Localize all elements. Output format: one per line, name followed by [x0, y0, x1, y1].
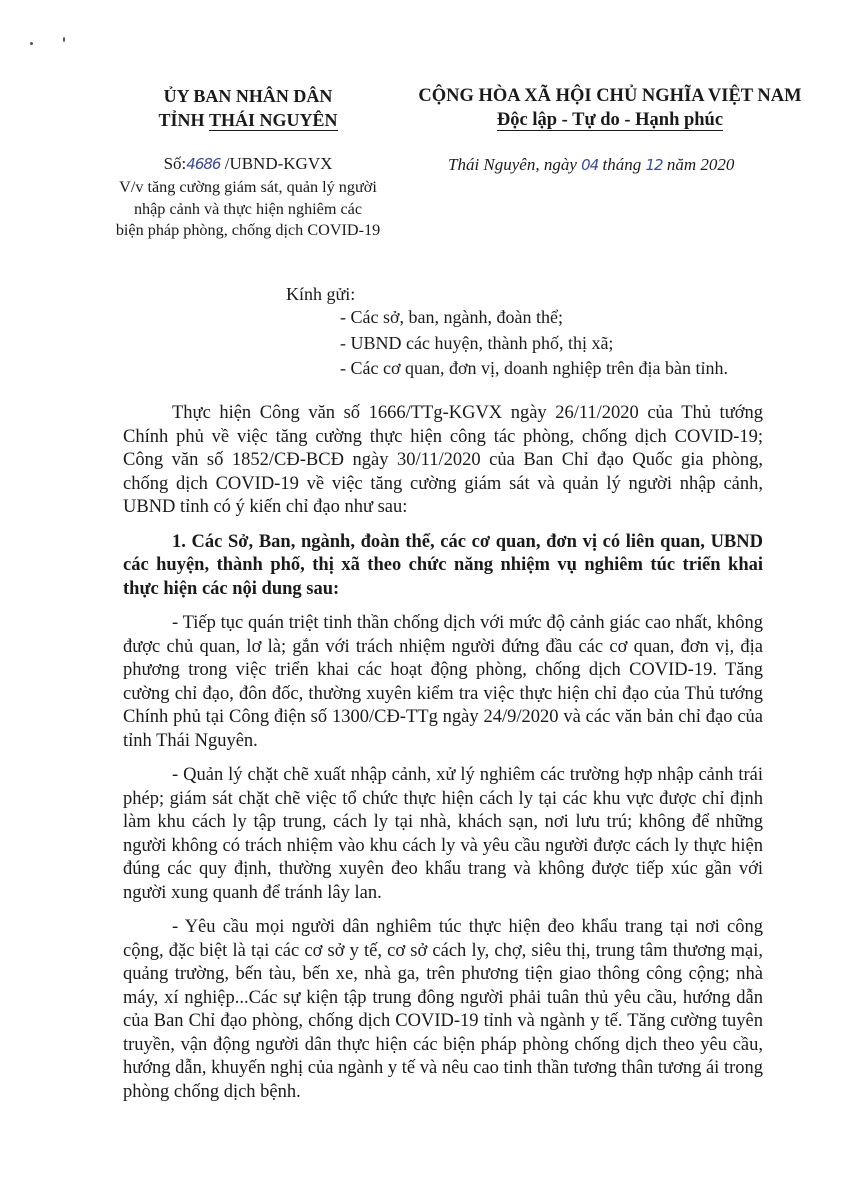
month-handwritten: 12	[645, 156, 663, 174]
recipient-item: - UBND các huyện, thành phố, thị xã;	[340, 332, 614, 353]
month-label: tháng	[598, 155, 646, 174]
recipient-item: - Các sở, ban, ngành, đoàn thể;	[340, 307, 563, 327]
national-motto-block	[400, 84, 820, 132]
nation-name: CỘNG HÒA XÃ HỘI CHỦ NGHĨA VIỆT NAM	[418, 86, 802, 106]
motto-text: Độc lập - Tự do - Hạnh phúc	[496, 110, 724, 130]
issuer-line-2	[98, 108, 398, 132]
body-paragraph: - Quản lý chặt chẽ xuất nhập cảnh, xử lý nghiêm các trường hợp nhập cảnh trái phép; giám sát chặt chẽ việc tổ chức thực hiện cách ly tại các khu vực được chỉ định làm khu cách ly tập trung, cách ly tại nhà, khách sạn, nơi lưu trú; không để những người không có trách nhiệm vào khu cách ly và yêu cầu người được cách ly thực hiện đúng các quy định, thường xuyên đeo khẩu trang và không được tiếp xúc gần với người xung quanh để tránh lây lan.	[123, 765, 763, 903]
place-and-date	[448, 155, 734, 175]
day-handwritten: 04	[581, 156, 599, 174]
scan-mark	[63, 37, 65, 42]
addressee-label: Kính gửi:	[286, 284, 356, 304]
section-heading: 1. Các Sở, Ban, ngành, đoàn thể, các cơ quan, đơn vị có liên quan, UBND các huyện, thành phố, thị xã theo chức năng nhiệm vụ nghiêm túc triển khai thực hiện các nội dung sau:	[123, 531, 763, 599]
issuer-line-2-prefix: TỈNH	[158, 110, 209, 130]
body-paragraph: - Tiếp tục quán triệt tinh thần chống dịch với mức độ cảnh giác cao nhất, không được chủ quan, lơ là; gắn với trách nhiệm người đứng đầu các cơ quan, đơn vị, địa phương trong việc triển khai các hoạt động phòng, chống dịch COVID-19. Tăng cường chỉ đạo, đôn đốc, thường xuyên kiểm tra việc thực hiện chỉ đạo của Thủ tướng Chính phủ tại Công điện số 1300/CĐ-TTg ngày 24/9/2020 và các văn bản chỉ đạo của tỉnh Thái Nguyên.	[123, 613, 763, 751]
motto	[400, 108, 820, 132]
document-body	[123, 402, 763, 1104]
intro-paragraph: Thực hiện Công văn số 1666/TTg-KGVX ngày 26/11/2020 của Thủ tướng Chính phủ về việc tăng cường thực hiện công tác phòng, chống dịch COVID-19; Công văn số 1852/CĐ-BCĐ ngày 30/11/2020 của Ban Chỉ đạo Quốc gia phòng, chống dịch COVID-19 về việc tăng cường giám sát và quản lý người nhập cảnh, UBND tỉnh có ý kiến chỉ đạo như sau:	[123, 403, 763, 517]
issuer-line-1: ỦY BAN NHÂN DÂN	[163, 86, 333, 106]
document-number-suffix: /UBND-KGVX	[220, 154, 333, 173]
subject-line: biện pháp phòng, chống dịch COVID-19	[115, 221, 381, 239]
subject-line: nhập cảnh và thực hiện nghiêm các	[133, 199, 363, 218]
subject-line: V/v tăng cường giám sát, quản lý người	[119, 178, 377, 196]
place-prefix: Thái Nguyên, ngày	[448, 155, 582, 174]
issuer-province: THÁI NGUYÊN	[209, 110, 338, 130]
document-subject	[98, 177, 398, 242]
document-number-handwritten: 4686	[186, 155, 221, 173]
scan-mark	[30, 42, 33, 45]
year-label: năm 2020	[662, 155, 735, 174]
document-number-prefix: Số:	[163, 154, 187, 173]
issuer-block	[98, 84, 398, 242]
recipient-list	[340, 305, 728, 382]
body-paragraph: - Yêu cầu mọi người dân nghiêm túc thực hiện đeo khẩu trang tại nơi công cộng, đặc biệt là tại các cơ sở y tế, cơ sở cách ly, chợ, siêu thị, trung tâm thương mại, quảng trường, bến tàu, bến xe, nhà ga, trên phương tiện giao thông công cộng; nhà máy, xí nghiệp...Các sự kiện tập trung đông người phải tuân thủ yêu cầu, hướng dẫn của Ban Chỉ đạo phòng, chống dịch COVID-19 tỉnh và ngành y tế. Tăng cường tuyên truyền, vận động người dân thực hiện các biện pháp phòng chống dịch theo yêu cầu, hướng dẫn, khuyến nghị của ngành y tế và nêu cao tinh thần tương thân tương ái trong phòng chống dịch bệnh.	[123, 917, 763, 1102]
document-number	[98, 153, 398, 175]
recipient-item: - Các cơ quan, đơn vị, doanh nghiệp trên địa bàn tỉnh.	[340, 358, 728, 378]
